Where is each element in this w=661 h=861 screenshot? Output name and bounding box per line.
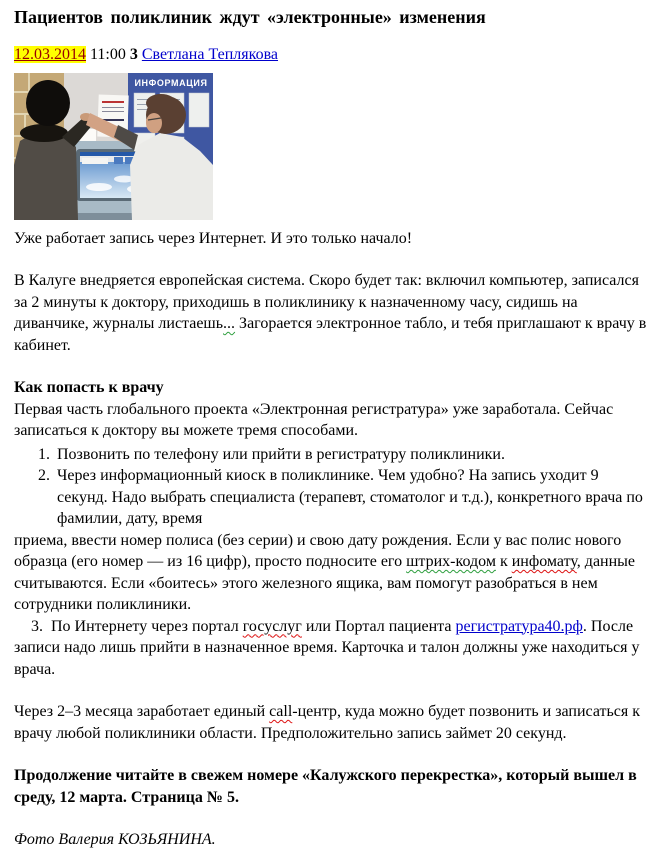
paragraph (14, 270, 649, 356)
section-heading (14, 377, 649, 399)
text: . После записи надо лишь прийти в назначенное время. Карточка и талон должны уже находиться у врача. (14, 617, 640, 678)
article-photo (14, 73, 213, 220)
text: Уже работает запись через Интернет. И это только начало! (14, 229, 413, 247)
text: -центр, куда можно будет позвонить и записаться к врачу любой поликлиники области. Предположительно запись займет 20 секунд. (14, 703, 641, 742)
photo-illustration (14, 73, 213, 220)
text: Продолжение читайте в свежем номере «Калужского перекрестка», который вышел в среду, 12 марта. Страница № 5. (14, 767, 637, 806)
article-title: Пациентов поликлиник ждут «электронные» изменения (14, 7, 486, 27)
text: В Калуге внедряется европейская система. Скоро будет так: включил компьютер, записался за 2 минуты к доктору, приходишь в поликлинику к назначенному часу, сидишь на диванчике, журналы листаешь (14, 272, 639, 332)
text: Первая часть глобального проекта «Электронная регистратура» уже заработала. Сейчас записаться к доктору вы можете тремя способами. (14, 400, 614, 439)
portal-link[interactable]: регистратура40.рф (455, 617, 583, 635)
lead-paragraph (14, 228, 649, 250)
article-byline (14, 44, 649, 66)
photo-credit (14, 829, 649, 851)
paragraph (14, 701, 649, 744)
numbered-list (14, 444, 649, 530)
time-label: 11:00 (90, 46, 126, 63)
sqg-text: штрих-кодом (406, 553, 496, 570)
text: Загорается электронное табло, и тебя приглашают к врачу в кабинет. (14, 315, 647, 354)
paragraph (14, 530, 649, 616)
text: Фото Валерия КОЗЬЯНИНА. (14, 831, 216, 848)
text: приема, ввести номер полиса (без серии) и свою дату рождения. Если у вас полис нового образца (его номер — из 16 цифр), просто подносите его (14, 531, 622, 570)
text: , данные считываются. Если «боитесь» этого железного ящика, вам помогут разобраться в нем сотрудники поликлиники. (14, 553, 636, 613)
paragraph (14, 399, 649, 442)
text: к (495, 553, 512, 570)
list-item (54, 444, 649, 466)
sqr-text: call (269, 703, 293, 720)
paragraph (14, 616, 649, 681)
comments-count: 3 (129, 46, 138, 63)
info-board-label: ИНФОРМАЦИЯ (134, 77, 208, 88)
text: Через информационный киоск в поликлинике. Чем удобно? На запись уходит 9 секунд. Надо выбрать специалиста (терапевт, стоматолог и т.д.), конкретного врача по фамилии, дату, время (57, 467, 643, 527)
sqr-text: инфомату (511, 553, 577, 570)
text: 3. По Интернету через портал (31, 617, 243, 635)
date-link[interactable]: 12.03.2014 (14, 46, 86, 63)
continuation-note (14, 765, 649, 808)
text: Через 2–3 месяца заработает единый (14, 703, 270, 720)
text: Как попасть к врачу (14, 379, 164, 396)
list-item (54, 465, 649, 530)
sqr-text: госуслуг (242, 617, 302, 635)
text: или Портал пациента (301, 617, 456, 635)
sqg-text: ... (223, 315, 236, 332)
text: Позвонить по телефону или прийти в регистратуру поликлиники. (57, 445, 505, 463)
author-link[interactable]: Светлана Теплякова (141, 46, 279, 63)
article-body (14, 228, 649, 851)
